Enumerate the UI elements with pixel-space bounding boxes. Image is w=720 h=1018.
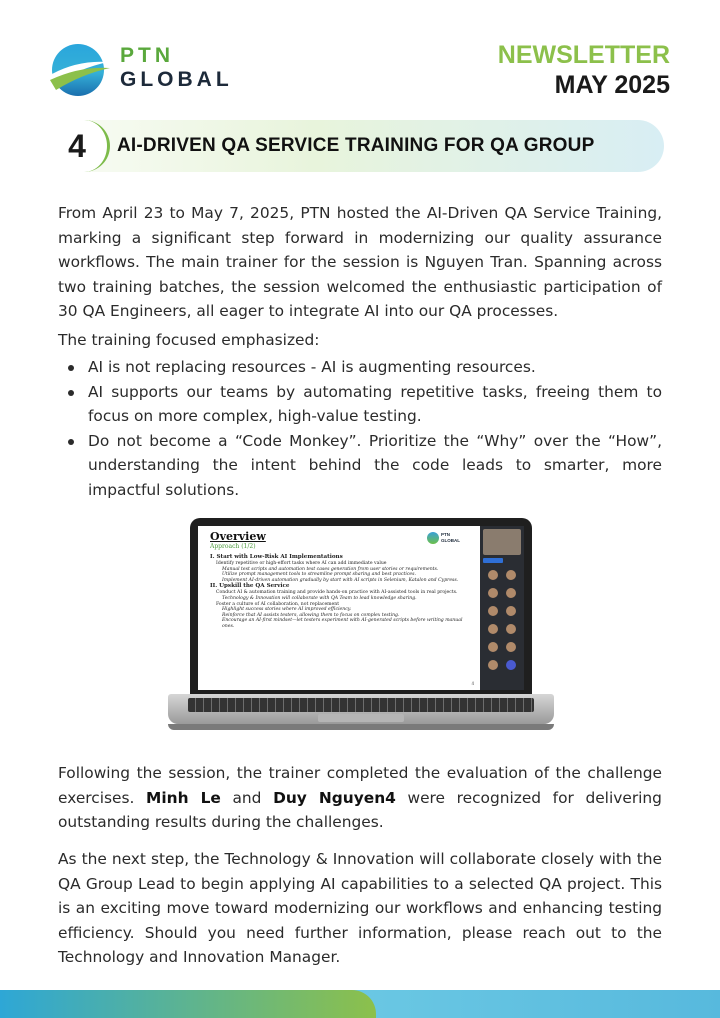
winner-name: Duy Nguyen4	[273, 788, 396, 807]
laptop-photo	[168, 518, 554, 736]
slide-page-number: 4	[471, 681, 474, 686]
winner-name: Minh Le	[146, 788, 221, 807]
slide-title: Overview	[210, 530, 266, 543]
results-paragraph	[58, 761, 662, 835]
footer-accent	[0, 990, 376, 1018]
bullet-icon	[68, 365, 74, 371]
laptop-keyboard	[188, 698, 534, 712]
participant-avatar	[488, 588, 498, 598]
bullet-icon	[68, 439, 74, 445]
slide-item: Technology & Innovation will collaborate with QA Team to lead knowledge sharing.	[222, 595, 417, 601]
intro-paragraph: From April 23 to May 7, 2025, PTN hosted the AI-Driven QA Service Training, marking a significant step forward in modernizing our quality assurance workflows. The main trainer for the session is Nguyen Tran. Spanning across two training batches, the session welcomed the enthusiastic participation of 30 QA Engineers, all eager to integrate AI into our QA processes.	[58, 204, 662, 320]
participant-avatar	[506, 606, 516, 616]
results-text: were recognized for delivering outstanding results during the challenges.	[58, 788, 662, 831]
participant-avatar	[488, 660, 498, 670]
brand-line1: PTN	[120, 44, 174, 67]
participant-avatar	[506, 660, 516, 670]
brand-line2: GLOBAL	[120, 68, 233, 91]
slide-logo-text	[441, 532, 460, 544]
participant-avatar	[506, 624, 516, 634]
bullet-icon	[68, 390, 74, 396]
participant-avatar	[488, 642, 498, 652]
participant-avatar	[506, 570, 516, 580]
participant-avatar	[506, 642, 516, 652]
brand-name	[120, 44, 233, 92]
list-item	[58, 429, 662, 503]
newsletter-label: NEWSLETTER	[497, 41, 670, 69]
participant-avatar	[488, 606, 498, 616]
participant-avatar	[488, 570, 498, 580]
results-text: and	[232, 788, 262, 807]
slide-logo-icon	[427, 532, 439, 544]
ptn-global-logo-icon	[50, 40, 110, 100]
slide-item: Implement AI-driven automation gradually by start with AI scripts in Selenium, Katalon and Cypress.	[222, 577, 459, 583]
focus-lead: The training focused emphasized:	[58, 331, 320, 349]
slide-text: Foster a culture of AI collaboration, not replacement	[216, 601, 340, 607]
newsletter-issue: MAY 2025	[554, 71, 670, 99]
focus-list	[58, 355, 662, 502]
slide-logo-line1: PTN	[441, 532, 450, 537]
presenter-video	[483, 529, 521, 555]
participant-avatar	[488, 624, 498, 634]
slide-heading: II. Upskill the QA Service	[210, 583, 290, 590]
list-item-text: Do not become a “Code Monkey”. Prioritize the “Why” over the “How”, understanding the intent behind the code leads to smarter, more impactful solutions.	[88, 431, 662, 499]
section-number: 4	[68, 128, 86, 164]
next-step-paragraph: As the next step, the Technology & Innovation will collaborate closely with the QA Group Lead to begin applying AI capabilities to a selected QA project. This is an exciting move toward modernizing our workflows and enhancing testing efficiency. Should you need further information, please reach out to the Technology and Innovation Manager.	[58, 850, 662, 966]
slide-body	[210, 554, 472, 630]
list-item	[58, 380, 662, 429]
training-slide	[198, 526, 480, 690]
newsletter-heading	[498, 40, 670, 100]
section-title: AI-DRIVEN QA SERVICE TRAINING FOR QA GROUP	[117, 135, 595, 156]
slide-subtitle: Approach (1/2)	[210, 543, 256, 550]
slide-logo-line2: GLOBAL	[441, 538, 460, 543]
slide-item: Manual test scripts and automation test cases generation from user stories or requirements.	[222, 566, 439, 572]
speaker-tag	[483, 558, 503, 563]
list-item-text: AI is not replacing resources - AI is augmenting resources.	[88, 358, 536, 376]
slide-text: Identify repetitive or high-effort tasks where AI can add immediate value	[216, 561, 387, 566]
slide-item: Utilize prompt management tools to streamline prompt sharing and best practices.	[222, 572, 416, 578]
results-text: Following the session, the trainer completed the evaluation of the challenge exercises.	[58, 764, 662, 807]
slide-heading: I. Start with Low-Risk AI Implementations	[210, 554, 343, 560]
list-item	[58, 355, 662, 380]
slide-item: Highlight success stories where AI improved efficiency.	[222, 607, 352, 613]
slide-item: Reinforce that AI assists testers, allowing them to focus on complex testing.	[222, 612, 400, 618]
laptop-trackpad	[318, 714, 404, 722]
participant-avatar	[506, 588, 516, 598]
list-item-text: AI supports our teams by automating repetitive tasks, freeing them to focus on more complex, high-value testing.	[88, 382, 662, 425]
video-call-panel	[480, 526, 524, 690]
slide-text: Conduct AI & automation training and provide hands-on practice with AI-assisted tools in real projects.	[216, 590, 458, 596]
laptop-foot	[168, 724, 554, 730]
slide-item: Encourage an AI-first mindset—let testers experiment with AI-generated scripts before writing manual ones.	[222, 618, 463, 629]
